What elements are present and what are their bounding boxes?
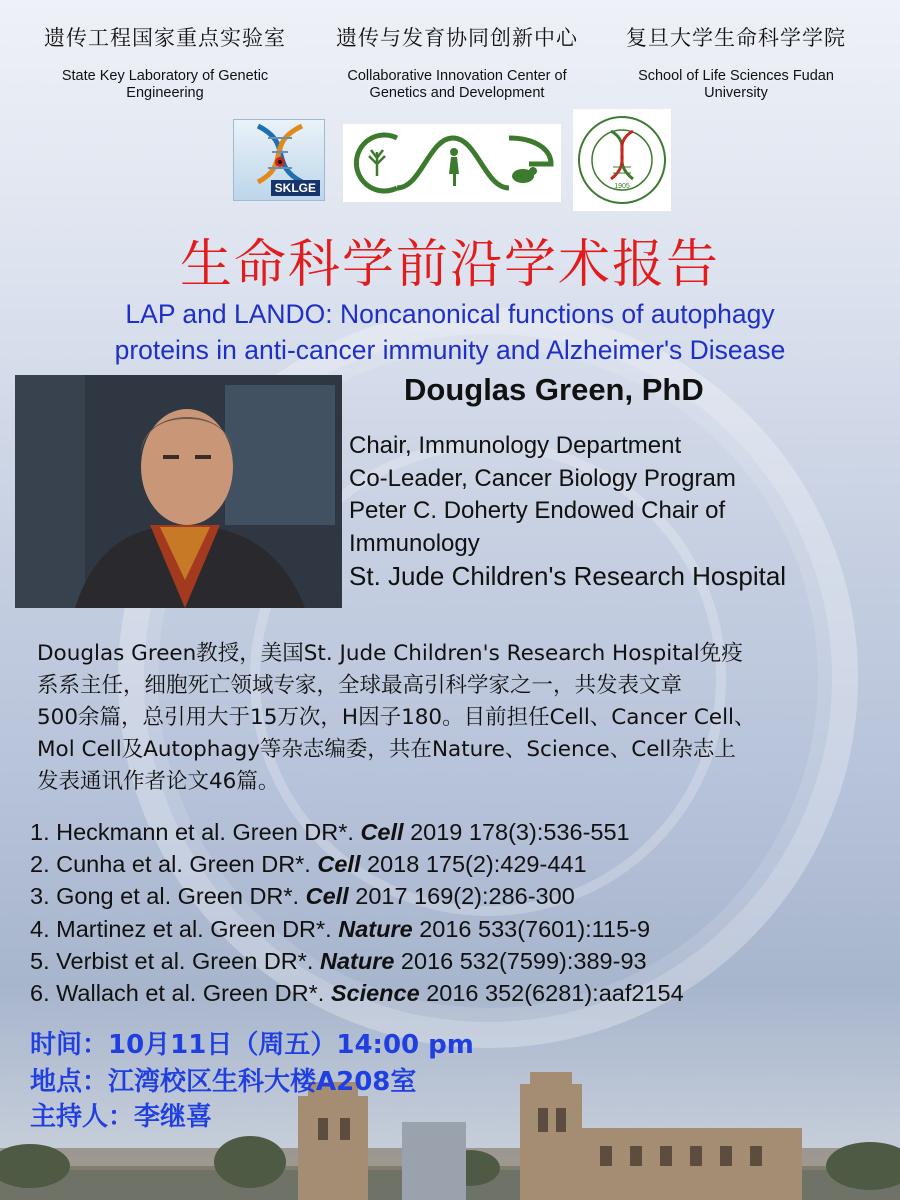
institution-name-en-line2: University — [704, 85, 768, 101]
institution-name-en — [612, 68, 860, 102]
bio-line: 500余篇，总引用大于15万次，H因子180。目前担任Cell、Cancer Cell、 — [37, 705, 756, 730]
event-host: 主持人：李继喜 — [30, 1102, 213, 1132]
speaker-portrait-illustration — [15, 375, 342, 608]
institution-fudan-life-sciences — [612, 22, 860, 102]
institution-name-en-line1: Collaborative Innovation Center of — [347, 68, 567, 84]
talk-title — [0, 296, 900, 368]
institution-name-en-line2: Genetics and Development — [369, 85, 545, 101]
publication-item — [30, 977, 684, 1009]
bio-line: 发表通讯作者论文46篇。 — [37, 769, 280, 794]
speaker-bio — [37, 638, 887, 798]
publication-reference: 2017 169(2):286-300 — [348, 883, 575, 910]
publication-reference: 2016 533(7601):115-9 — [412, 915, 651, 942]
institution-name-cn: 遗传工程国家重点实验室 — [44, 26, 286, 50]
event-location: 地点：江湾校区生科大楼A208室 — [30, 1067, 417, 1097]
publication-item — [30, 880, 684, 912]
affiliation-line: St. Jude Children's Research Hospital — [349, 561, 787, 591]
institution-name-cn: 遗传与发育协同创新中心 — [336, 26, 578, 50]
institution-sklge — [30, 22, 300, 102]
publication-item — [30, 913, 684, 945]
speaker-photo — [15, 375, 342, 608]
publication-authors: 3. Gong et al. Green DR*. — [30, 883, 306, 910]
bio-line: 系系主任，细胞死亡领域专家，全球最高引科学家之一，共发表文章 — [37, 673, 683, 698]
institution-ccgd — [318, 22, 596, 102]
publication-authors: 6. Wallach et al. Green DR*. — [30, 980, 331, 1007]
publication-reference: 2016 532(7599):389-93 — [394, 947, 647, 974]
publication-item — [30, 816, 684, 848]
publication-reference: 2019 178(3):536-551 — [403, 819, 630, 845]
publication-journal: Cell — [360, 819, 404, 845]
affiliation-line: Co-Leader, Cancer Biology Program — [349, 464, 736, 492]
ccgd-wave-logo-icon — [343, 124, 561, 202]
fudan-seal-year: 1905 — [614, 183, 630, 190]
institution-name-cn: 复旦大学生命科学学院 — [626, 26, 846, 50]
talk-title-line2: proteins in anti-cancer immunity and Alzheimer's Disease — [114, 335, 786, 365]
bio-line: Mol Cell及Autophagy等杂志编委，共在Nature、Science、Cell杂志上 — [37, 737, 736, 762]
fudan-life-sciences-seal-logo — [573, 109, 671, 211]
affiliation-line: Immunology — [349, 529, 480, 557]
publication-item — [30, 848, 684, 880]
sklge-logo — [233, 119, 325, 201]
publication-list — [30, 816, 684, 1009]
publication-journal: Cell — [305, 883, 349, 910]
fudan-seal-icon — [573, 109, 671, 211]
institution-name-en-line1: State Key Laboratory of Genetic — [61, 68, 269, 84]
affiliation-line: Peter C. Doherty Endowed Chair of — [349, 497, 726, 524]
talk-title-line1: LAP and LANDO: Noncanonical functions of autophagy — [125, 299, 775, 329]
publication-journal: Cell — [317, 851, 361, 878]
sklge-logo-text: SKLGE — [271, 180, 320, 196]
event-time: 时间：10月11日（周五）14:00 pm — [30, 1030, 474, 1060]
publication-authors: 2. Cunha et al. Green DR*. — [30, 851, 318, 878]
bio-line: Douglas Green教授，美国St. Jude Children's Research Hospital免疫 — [37, 641, 743, 666]
publication-journal: Nature — [338, 915, 413, 942]
publication-journal: Science — [330, 980, 420, 1007]
institution-name-en — [30, 68, 300, 102]
institution-name-en-line1: School of Life Sciences Fudan — [638, 68, 834, 84]
institution-name-en-line2: Engineering — [126, 85, 204, 101]
publication-authors: 4. Martinez et al. Green DR*. — [30, 915, 339, 942]
ccgd-logo — [343, 124, 561, 202]
institution-name-en — [318, 68, 596, 102]
speaker-affiliations — [349, 430, 786, 593]
publication-reference: 2016 352(6281):aaf2154 — [419, 980, 684, 1007]
publication-reference: 2018 175(2):429-441 — [360, 851, 587, 878]
publication-item — [30, 945, 684, 977]
publication-authors: 1. Heckmann et al. Green DR*. — [30, 819, 361, 845]
publication-authors: 5. Verbist et al. Green DR*. — [30, 947, 320, 974]
affiliation-line: Chair, Immunology Department — [349, 432, 682, 459]
page-title: 生命科学前沿学术报告 — [179, 235, 720, 295]
speaker-name: Douglas Green, PhD — [404, 372, 704, 407]
publication-journal: Nature — [319, 947, 395, 974]
